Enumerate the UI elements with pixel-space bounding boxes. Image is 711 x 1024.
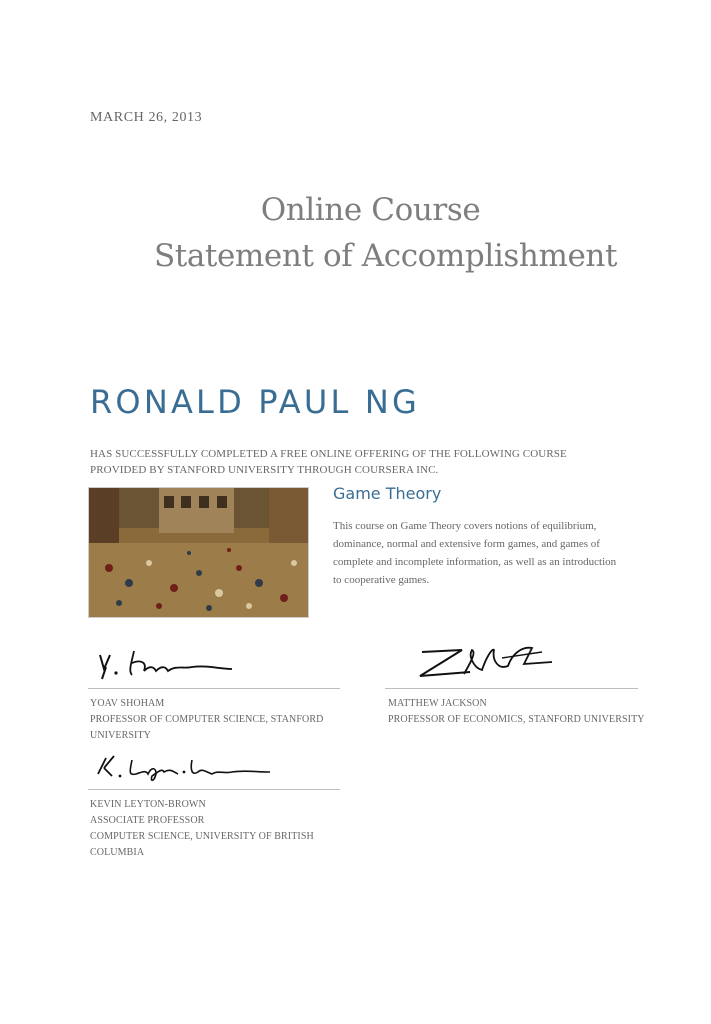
signatory-title: COMPUTER SCIENCE, UNIVERSITY OF BRITISH xyxy=(90,831,314,842)
signatory-name: MATTHEW JACKSON xyxy=(388,698,487,709)
certificate-title-line-2: Statement of Accomplishment xyxy=(153,238,618,274)
course-description-line: complete and incomplete information, as well as an introduction xyxy=(333,556,617,568)
signature-yoav-shoham xyxy=(92,645,242,681)
signatory-title: UNIVERSITY xyxy=(90,730,151,741)
recipient-name: RONALD PAUL NG xyxy=(90,383,420,421)
certificate-title-line-1: Online Course xyxy=(260,192,481,228)
signatory-title: COLUMBIA xyxy=(90,847,145,858)
signature-kevin-leyton-brown xyxy=(92,752,272,784)
signatory-title: PROFESSOR OF COMPUTER SCIENCE, STANFORD xyxy=(90,714,324,725)
course-description-line: This course on Game Theory covers notions of equilibrium, xyxy=(333,520,597,532)
signatory-name: YOAV SHOHAM xyxy=(90,698,165,709)
signatory-1 xyxy=(90,696,323,744)
signatory-title: ASSOCIATE PROFESSOR xyxy=(90,815,205,826)
signatory-3 xyxy=(90,797,314,861)
signatory-title: PROFESSOR OF ECONOMICS, STANFORD UNIVERSITY xyxy=(388,714,645,725)
course-description-line: to cooperative games. xyxy=(333,574,430,586)
signatory-name: KEVIN LEYTON-BROWN xyxy=(90,799,206,810)
course-title: Game Theory xyxy=(333,484,442,503)
signature-matthew-jackson xyxy=(412,640,562,686)
signatory-2 xyxy=(388,696,645,728)
course-painting-image xyxy=(88,487,309,618)
completion-statement xyxy=(90,446,567,478)
course-description xyxy=(333,517,638,589)
painting-image xyxy=(89,488,308,617)
signature-line xyxy=(88,688,340,689)
completion-line-2: PROVIDED BY STANFORD UNIVERSITY THROUGH COURSERA INC. xyxy=(90,464,439,476)
signature-line xyxy=(385,688,638,689)
course-description-line: dominance, normal and extensive form games, and games of xyxy=(333,538,600,550)
signature-line xyxy=(88,789,340,790)
issue-date: MARCH 26, 2013 xyxy=(90,110,203,125)
completion-line-1: HAS SUCCESSFULLY COMPLETED A FREE ONLINE OFFERING OF THE FOLLOWING COURSE xyxy=(90,448,567,460)
